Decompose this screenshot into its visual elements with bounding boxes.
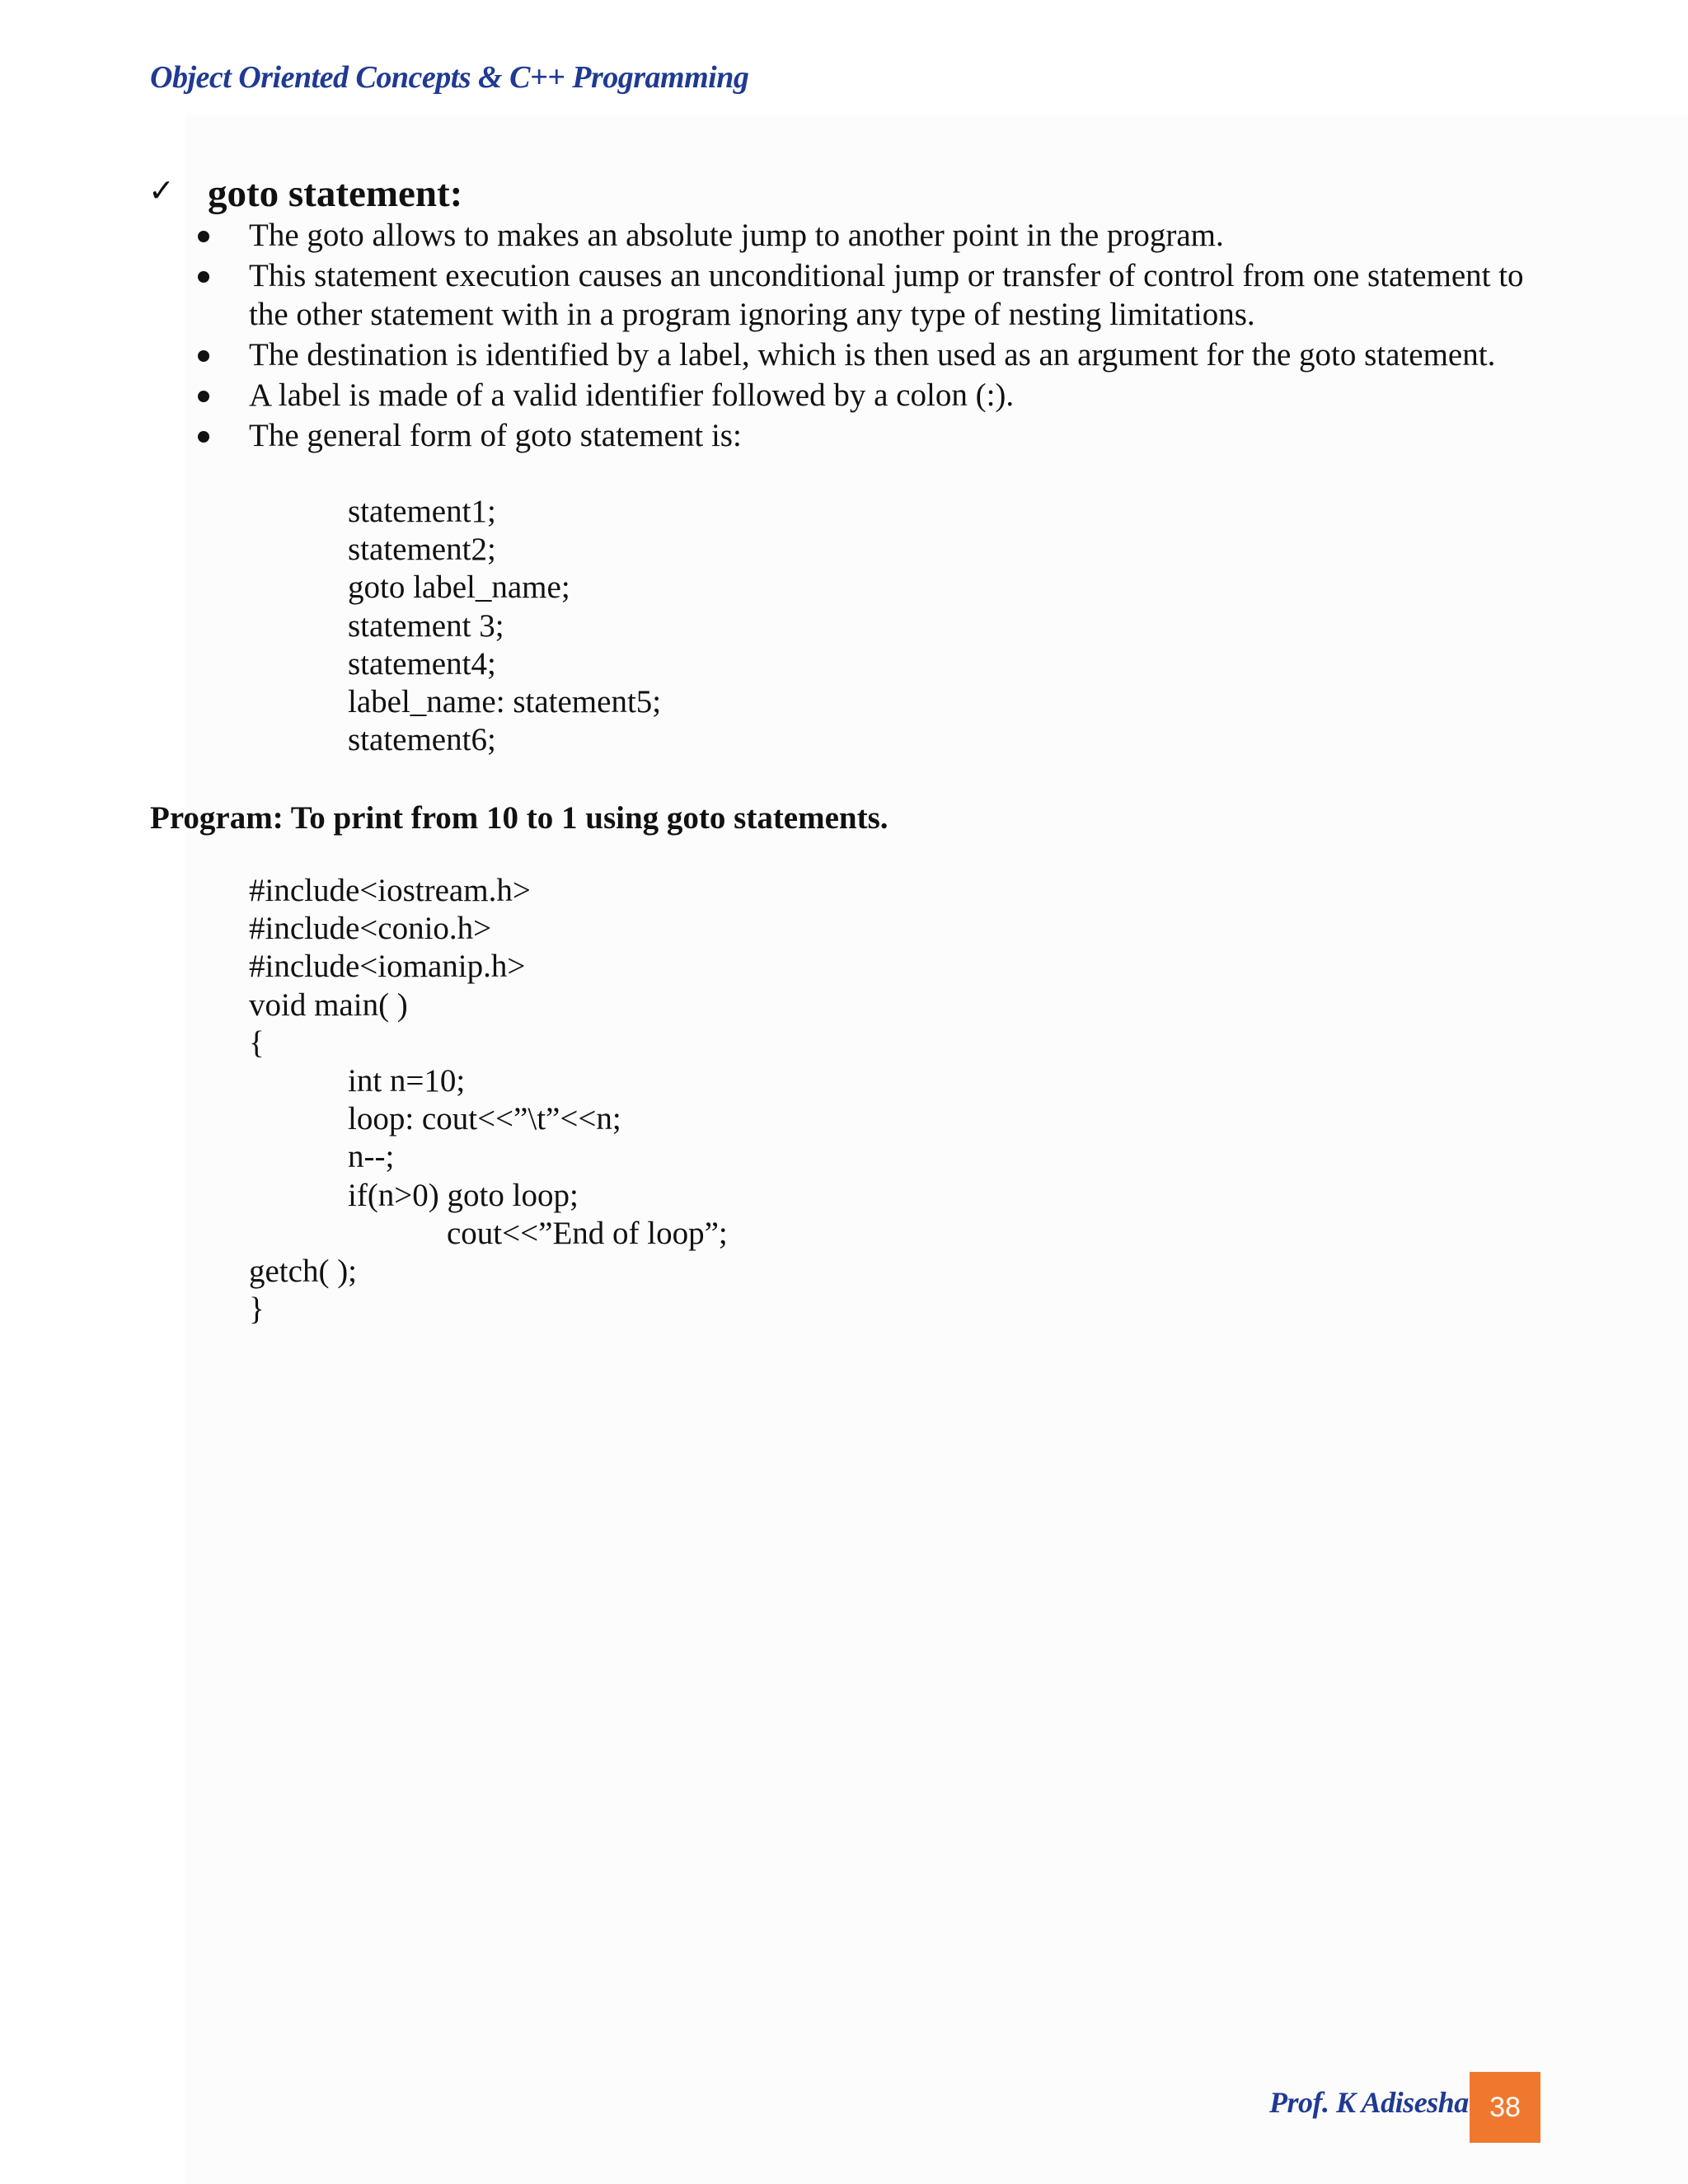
code-line: if(n>0) goto loop; — [348, 1177, 579, 1213]
bullet-text: The goto allows to makes an absolute jump to another point in the program. — [249, 218, 1224, 253]
code-line: goto label_name; — [348, 569, 570, 606]
code-line: void main( ) — [249, 987, 408, 1023]
list-item — [198, 216, 1533, 255]
code-line: #include<conio.h> — [249, 911, 492, 947]
code-line: statement1; — [348, 494, 496, 529]
bullet-text: The general form of goto statement is: — [249, 418, 742, 453]
code-line: #include<iomanip.h> — [249, 949, 526, 985]
general-form-block — [348, 493, 661, 759]
bullet-text: A label is made of a valid identifier followed by a colon (:). — [249, 377, 1015, 413]
bullet-icon — [198, 350, 209, 362]
code-line: cout<<”End of loop”; — [447, 1215, 728, 1251]
bullet-icon — [198, 431, 209, 443]
bullet-icon — [198, 391, 209, 402]
code-line: statement4; — [348, 645, 496, 682]
footer-author: Prof. K Adisesha — [1269, 2086, 1469, 2119]
section-title: goto statement: — [208, 172, 463, 215]
program-code-block — [249, 872, 728, 1329]
code-line: { — [249, 1024, 265, 1061]
code-line: getch( ); — [249, 1253, 358, 1289]
checkmark-icon: ✓ — [148, 172, 175, 209]
page-number-badge — [1470, 2072, 1540, 2143]
list-item — [198, 416, 1533, 455]
list-item — [198, 376, 1533, 415]
code-line: statement2; — [348, 532, 496, 568]
list-item — [198, 256, 1533, 334]
code-line: loop: cout<<”\t”<<n; — [348, 1101, 621, 1137]
list-item — [198, 335, 1533, 374]
bullet-list — [198, 216, 1533, 457]
code-line: statement6; — [348, 722, 496, 758]
document-header-title: Object Oriented Concepts & C++ Programming — [150, 60, 749, 95]
bullet-text: This statement execution causes an unconditional jump or transfer of control from one statement to the other statement with in a program ignoring any type of nesting limitations. — [249, 258, 1524, 332]
bullet-icon — [198, 271, 209, 283]
code-line: int n=10; — [348, 1062, 466, 1099]
program-heading: Program: To print from 10 to 1 using goto statements. — [150, 800, 889, 836]
code-line: statement 3; — [348, 607, 504, 644]
code-line: label_name: statement5; — [348, 684, 662, 720]
code-line: n--; — [348, 1139, 395, 1175]
bullet-icon — [198, 231, 209, 242]
bullet-text: The destination is identified by a label, which is then used as an argument for the goto statement. — [249, 337, 1496, 373]
page-number: 38 — [1489, 2091, 1521, 2123]
code-line: } — [249, 1291, 265, 1328]
code-line: #include<iostream.h> — [249, 873, 531, 908]
